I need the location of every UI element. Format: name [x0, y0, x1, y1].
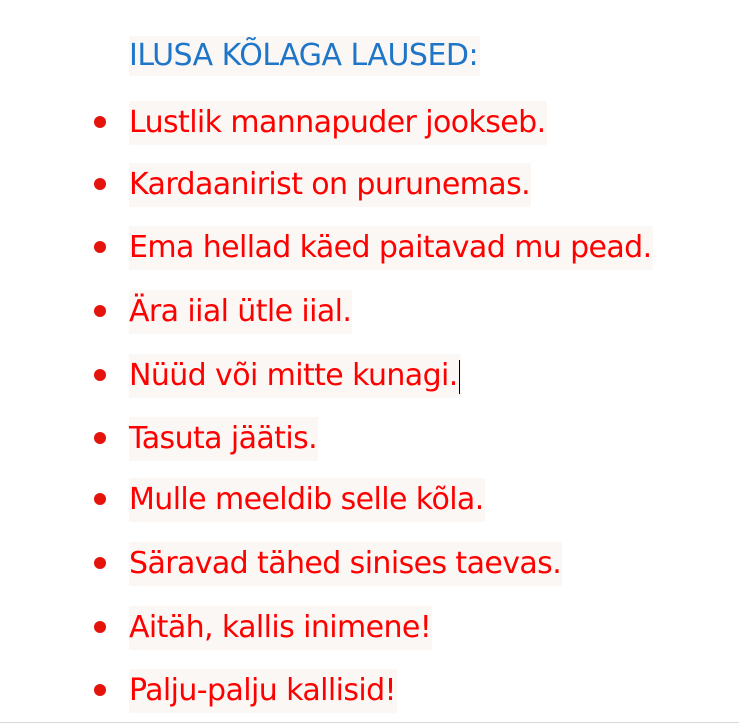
list-item-text[interactable]: Kardaanirist on purunemas. — [129, 163, 531, 207]
bullet-icon — [94, 116, 106, 128]
list-item-text[interactable]: Ema hellad käed paitavad mu pead. — [129, 226, 653, 270]
bullet-icon — [94, 493, 106, 505]
list-item-text[interactable]: Aitäh, kallis inimene! — [129, 606, 432, 650]
bullet-icon — [94, 557, 106, 569]
list-item-text[interactable]: Palju-palju kallisid! — [129, 669, 397, 713]
bullet-icon — [94, 178, 106, 190]
bullet-icon — [94, 241, 106, 253]
list-item-text[interactable]: Tasuta jäätis. — [129, 417, 318, 461]
list-item-text[interactable]: Mulle meeldib selle kõla. — [129, 478, 485, 522]
bullet-icon — [94, 432, 106, 444]
list-item-text[interactable]: Lustlik mannapuder jookseb. — [129, 101, 547, 145]
bullet-icon — [94, 369, 106, 381]
list-item-text[interactable]: Ära iial ütle iial. — [129, 290, 352, 334]
list-item-text[interactable]: Säravad tähed sinises taevas. — [129, 542, 562, 586]
bullet-icon — [94, 305, 106, 317]
page-bottom-divider — [0, 722, 739, 723]
list-item-text-with-caret[interactable] — [129, 354, 461, 398]
bullet-icon — [94, 684, 106, 696]
list-item-text: Nüüd või mitte kunagi. — [129, 358, 458, 393]
heading: ILUSA KÕLAGA LAUSED: — [129, 36, 480, 76]
bullet-icon — [94, 621, 106, 633]
text-cursor — [459, 360, 460, 394]
